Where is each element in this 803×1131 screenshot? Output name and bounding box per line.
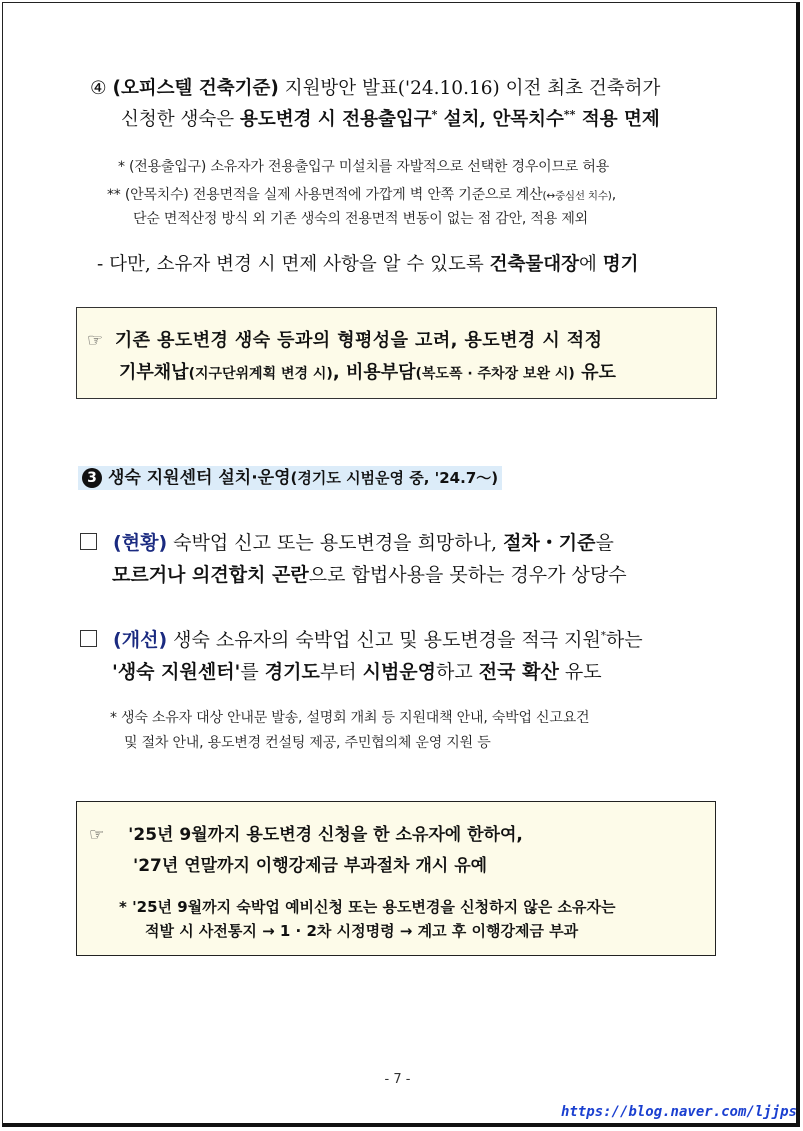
item2-bold-pilot: 시범운영: [362, 661, 437, 683]
box2-note2: 적발 시 사전통지 → 1 · 2차 시정명령 → 계고 후 이행강제금 부과: [145, 922, 579, 940]
section3-number-badge: 3: [82, 468, 102, 488]
para4-bold-entrance: 용도변경 시 전용출입구: [240, 109, 432, 130]
para4-line2: [121, 105, 660, 131]
blog-url-link[interactable]: https://blog.naver.com/ljjps: [560, 1104, 797, 1120]
para4-number: ④: [90, 78, 107, 99]
para4-note2-end: ,: [611, 187, 616, 203]
box2-line1: [89, 820, 523, 845]
item2-note1: * 생숙 소유자 대상 안내문 발송, 설명회 개최 등 지원대책 안내, 숙박업 신고요건: [110, 710, 590, 726]
item2-text2: 하는: [605, 629, 643, 651]
callout-box-1: [76, 307, 717, 399]
para4-note2-small: (↔중심선 치수): [542, 190, 612, 202]
para4-note2-text: ** (안목치수) 전용면적을 실제 사용면적에 가깝게 벽 안쪽 기준으로 계산: [107, 187, 543, 203]
item1-line1: [80, 528, 614, 555]
item2-bold-center: '생숙 지원센터': [112, 661, 241, 683]
para4-comma: ,: [479, 109, 493, 130]
para4-title: (오피스텔 건축기준): [112, 78, 279, 99]
box1-cost: 비용부담: [345, 362, 416, 383]
item2-text4: 부터: [319, 661, 363, 683]
box1-cost-note: (복도폭 · 주차장 보완 시): [415, 366, 575, 382]
item1-text1: 숙박업 신고 또는 용도변경을 희망하나,: [167, 532, 504, 554]
item2-line2: [112, 657, 602, 684]
box1-line1: [87, 326, 602, 352]
para4-line2-text: 신청한 생숙은: [121, 109, 240, 130]
item2-text5: 하고: [436, 661, 479, 683]
box2-line1-text: '25년 9월까지 용도변경 신청을 한 소유자에 한하여,: [128, 825, 523, 845]
box2-line2: '27년 연말까지 이행강제금 부과절차 개시 유예: [133, 856, 488, 876]
item2-text6: 유도: [558, 661, 602, 683]
para4-dash-line: [97, 250, 639, 276]
para4-bold-inner-dim: 안목치수: [492, 109, 564, 130]
box1-line1-text: 기존 용도변경 생숙 등과의 형평성을 고려, 용도변경 시 적정: [114, 330, 603, 351]
box1-donation-note: (지구단위계획 변경 시): [188, 366, 333, 382]
page-number: - 7 -: [384, 1072, 411, 1087]
box1-induce: 유도: [574, 362, 616, 383]
box1-line2: [119, 358, 616, 384]
para4-note3: 단순 면적산정 방식 외 기존 생숙의 전용면적 변동이 없는 점 감안, 적용 제외: [133, 211, 588, 227]
item2-tag: (개선): [113, 629, 168, 651]
para4-line1-text: 지원방안 발표('24.10.16) 이전 최초 건축허가: [278, 78, 661, 99]
item1-bold-procedure: 절차・기준: [503, 532, 596, 554]
dash-text2: 에: [578, 254, 603, 275]
item1-bold-difficulty: 모르거나 의견합치 곤란: [112, 564, 309, 586]
box1-comma: ,: [332, 362, 346, 383]
item2-sup: *: [600, 630, 606, 642]
checkbox-icon: [80, 533, 97, 550]
para4-note1: * (전용출입구) 소유자가 전용출입구 미설치를 자발적으로 선택한 경우이므로 허용: [118, 159, 610, 175]
section3-heading: [78, 463, 502, 488]
dash-text: - 다만, 소유자 변경 시 면제 사항을 알 수 있도록: [97, 254, 490, 275]
pointing-hand-icon: ☞: [87, 330, 104, 351]
para4-sup1: *: [431, 107, 438, 121]
para4-bold-install: 설치: [437, 109, 480, 130]
para4-sup2: **: [563, 107, 576, 121]
dash-bold-record: 명기: [602, 254, 639, 275]
para4-note2: [107, 184, 616, 204]
item2-line1: [80, 625, 643, 652]
item2-text3: 를: [240, 661, 265, 683]
para4-line1: [90, 74, 660, 100]
item1-tag: (현황): [113, 532, 168, 554]
box2-note1: * '25년 9월까지 숙박업 예비신청 또는 용도변경을 신청하지 않은 소유자는: [119, 898, 616, 916]
box1-donation: 기부채납: [119, 362, 189, 383]
checkbox-icon: [80, 630, 97, 647]
item2-bold-gyeonggi: 경기도: [264, 661, 320, 683]
item1-text3: 으로 합법사용을 못하는 경우가 상당수: [308, 564, 627, 586]
section3-title: 생숙 지원센터 설치·운영: [108, 468, 291, 488]
dash-bold-registry: 건축물대장: [489, 254, 579, 275]
section3-subtitle: (경기도 시범운영 중, '24.7～): [290, 469, 499, 487]
item2-text1: 생숙 소유자의 숙박업 신고 및 용도변경을 적극 지원: [167, 629, 601, 651]
item2-note2: 및 절차 안내, 용도변경 컨설팅 제공, 주민협의체 운영 지원 등: [124, 735, 491, 751]
callout-box-2: [76, 801, 716, 956]
item1-line2: [112, 560, 627, 587]
para4-bold-exempt: 적용 면제: [575, 109, 660, 130]
pointing-hand-icon: ☞: [89, 825, 105, 845]
item1-text2: 을: [595, 532, 614, 554]
item2-bold-nationwide: 전국 확산: [478, 661, 559, 683]
section3-highlight: [78, 466, 502, 490]
